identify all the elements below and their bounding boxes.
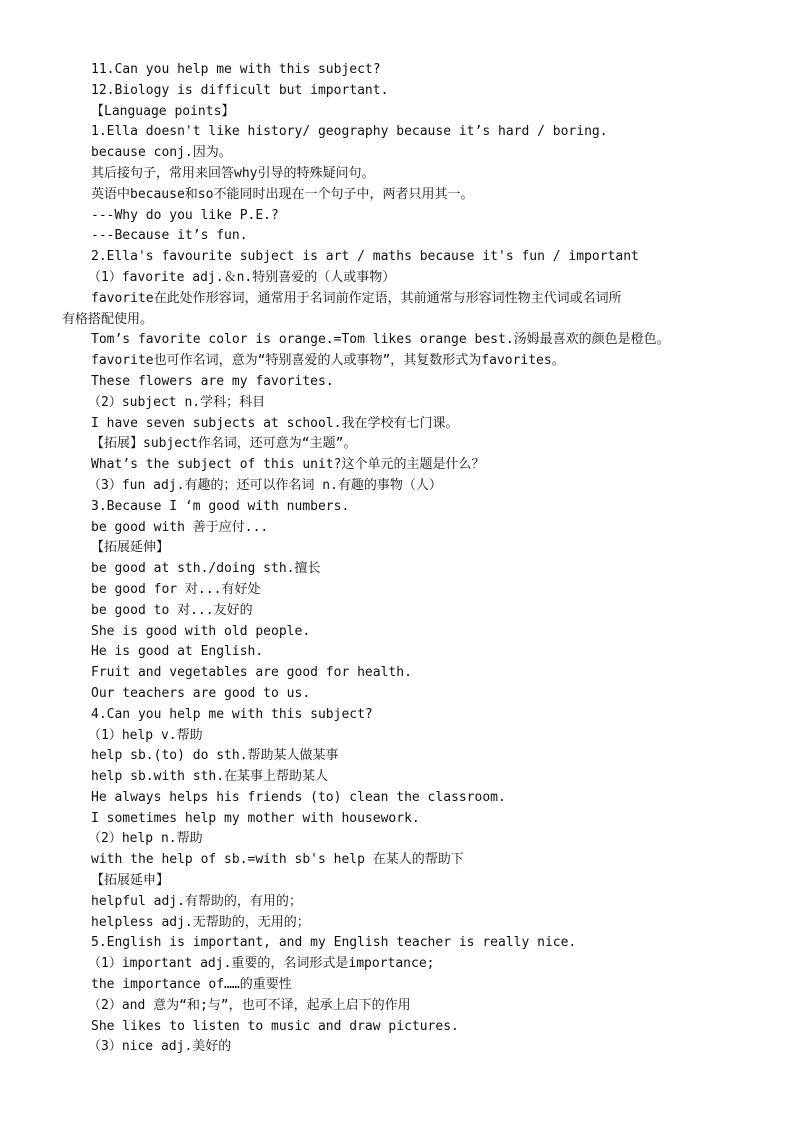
text-line: What’s the subject of this unit?这个单元的主题是什么？ [91, 457, 485, 473]
text-line: be good with 善于应付... [91, 519, 269, 535]
text-line: 2.Ella's favourite subject is art / maths because it's fun / important [91, 249, 639, 265]
text-line: Our teachers are good to us. [91, 685, 311, 701]
text-line: the importance of……的重要性 [91, 977, 292, 993]
text-line: 有格搭配使用。 [62, 311, 154, 327]
text-line: be good for 对...有好处 [91, 581, 261, 597]
text-line: 3.Because I ‘m good with numbers. [91, 498, 350, 514]
text-line: （2）and 意为“和;与”，也可不译，起承上启下的作用 [88, 997, 411, 1013]
text-line: Fruit and vegetables are good for health. [91, 665, 412, 681]
text-line: 其后接句子，常用来回答why引导的特殊疑问句。 [91, 165, 375, 181]
text-line: （1）important adj.重要的，名词形式是importance; [88, 956, 435, 972]
text-line: He is good at English. [91, 644, 264, 660]
text-line: 4.Can you help me with this subject? [91, 706, 373, 722]
text-line: helpful adj.有帮助的，有用的； [91, 893, 302, 909]
text-line: He always helps his friends (to) clean the classroom. [91, 789, 506, 805]
text-line: She likes to listen to music and draw pictures. [91, 1018, 459, 1034]
section-heading: 【拓展延伸】 [91, 540, 170, 556]
text-line: （3）nice adj.美好的 [88, 1039, 232, 1055]
text-line: be good at sth./doing sth.擅长 [91, 561, 321, 577]
text-line: 1.Ella doesn't like history/ geography because it’s hard / boring. [91, 124, 608, 140]
text-line: help sb.with sth.在某事上帮助某人 [91, 769, 329, 785]
text-line: be good to 对...友好的 [91, 602, 253, 618]
text-line: These flowers are my favorites. [91, 373, 334, 389]
text-line: because conj.因为。 [91, 145, 232, 161]
text-line: favorite在此处作形容词，通常用于名词前作定语，其前通常与形容词性物主代词或名词所 [91, 290, 622, 306]
text-line: helpless adj.无帮助的，无用的； [91, 914, 310, 930]
section-heading: 【拓展延申】 [91, 873, 170, 889]
text-line: 英语中because和so不能同时出现在一个句子中，两者只用其一。 [91, 186, 474, 202]
text-line: （1）favorite adj.＆n.特别喜爱的（人或事物） [88, 269, 396, 285]
text-line: 【拓展】subject作名词，还可意为“主题”。 [91, 436, 357, 452]
text-line: Tom’s favorite color is orange.=Tom likes orange best.汤姆最喜欢的颜色是橙色。 [91, 332, 670, 348]
text-line: ---Why do you like P.E.? [91, 207, 279, 223]
text-line: （2）help n.帮助 [88, 831, 203, 847]
text-line: 12.Biology is difficult but important. [91, 82, 389, 98]
document-page [0, 60, 794, 1058]
text-line: I have seven subjects at school.我在学校有七门课。 [91, 415, 459, 431]
section-heading: 【Language points】 [91, 103, 235, 119]
text-line: 5.English is important, and my English teacher is really nice. [91, 935, 577, 951]
text-line: ---Because it’s fun. [91, 228, 248, 244]
text-line: favorite也可作名词，意为“特别喜爱的人或事物”，其复数形式为favorites。 [91, 353, 565, 369]
text-line: with the help of sb.=with sb's help 在某人的帮助下 [91, 852, 464, 868]
text-line: She is good with old people. [91, 623, 311, 639]
text-line: help sb.(to) do sth.帮助某人做某事 [91, 748, 339, 764]
text-line: （2）subject n.学科；科目 [88, 394, 266, 410]
text-line: （3）fun adj.有趣的；还可以作名词 n.有趣的事物（人） [88, 477, 442, 493]
text-line: 11.Can you help me with this subject? [91, 62, 381, 77]
text-line: （1）help v.帮助 [88, 727, 203, 743]
text-line: I sometimes help my mother with housework. [91, 810, 420, 826]
